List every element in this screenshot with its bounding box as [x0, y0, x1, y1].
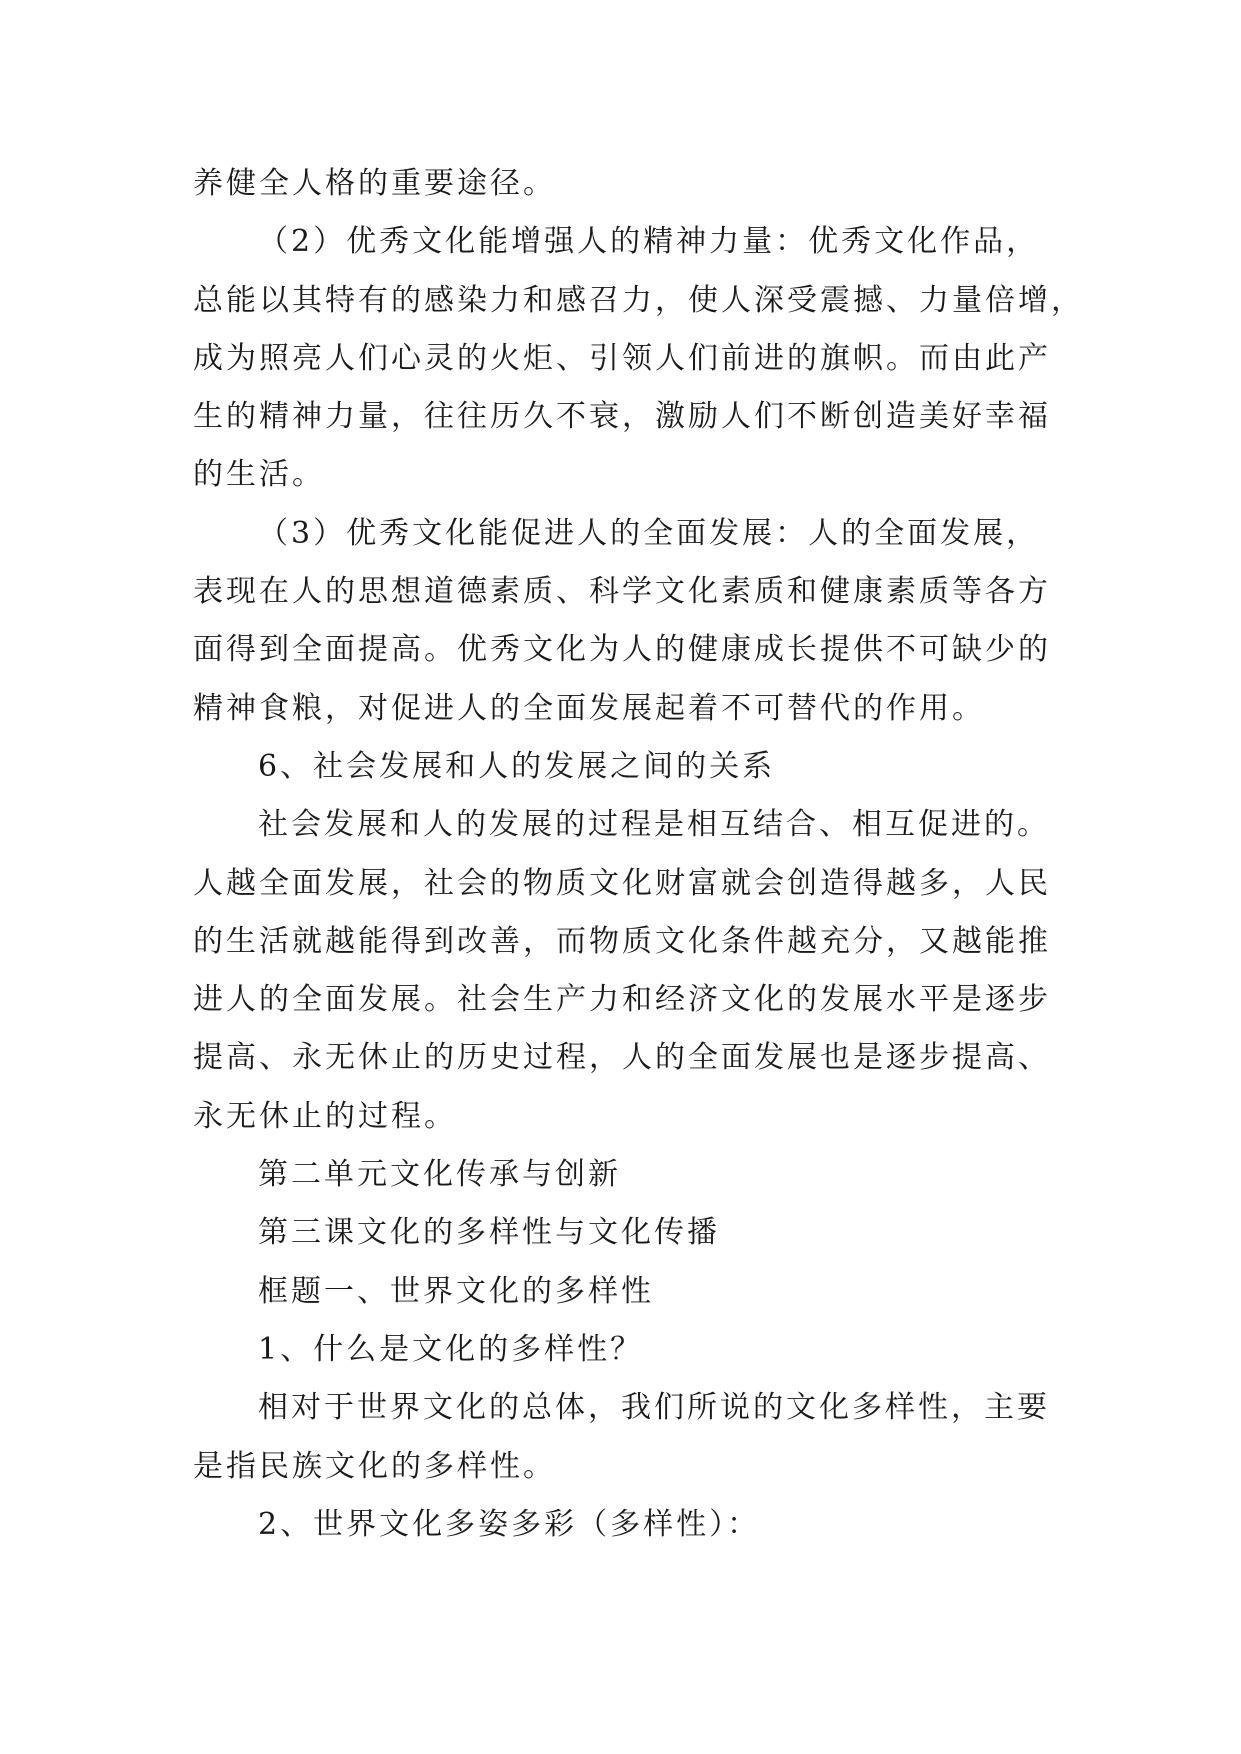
- text-line: 相对于世界文化的总体，我们所说的文化多样性，主要: [258, 1390, 1050, 1426]
- text-line: 提高、永无休止的历史过程，人的全面发展也是逐步提高、: [193, 1040, 1051, 1076]
- text-line: 面得到全面提高。优秀文化为人的健康成长提供不可缺少的: [193, 632, 1051, 668]
- question-heading: 2、世界文化多姿多彩（多样性）：: [258, 1506, 761, 1542]
- text-line: 养健全人格的重要途径。: [193, 166, 556, 201]
- text-line: 社会发展和人的发展的过程是相互结合、相互促进的。: [258, 807, 1050, 843]
- text-line: 进人的全面发展。社会生产力和经济文化的发展水平是逐步: [193, 982, 1051, 1018]
- unit-heading: 第二单元文化传承与创新: [258, 1157, 621, 1193]
- question-heading: 1、什么是文化的多样性？: [258, 1331, 644, 1367]
- text-line: 的生活。: [193, 457, 325, 493]
- text-line: 成为照亮人们心灵的火炬、引领人们前进的旗帜。而由此产: [193, 340, 1051, 376]
- text-line: 总能以其特有的感染力和感召力，使人深受震撼、力量倍增，: [193, 282, 1084, 318]
- text-line: （2）优秀文化能增强人的精神力量：优秀文化作品，: [258, 224, 1040, 260]
- text-line: （3）优秀文化能促进人的全面发展：人的全面发展，: [258, 515, 1040, 551]
- document-body: [193, 155, 1084, 1554]
- text-line: 的生活就越能得到改善，而物质文化条件越充分，又越能推: [193, 923, 1051, 959]
- text-line: 表现在人的思想道德素质、科学文化素质和健康素质等各方: [193, 574, 1051, 610]
- section-heading: 6、社会发展和人的发展之间的关系: [258, 748, 776, 784]
- text-line: 生的精神力量，往往历久不衰，激励人们不断创造美好幸福: [193, 399, 1051, 435]
- topic-heading: 框题一、世界文化的多样性: [258, 1273, 654, 1309]
- lesson-heading: 第三课文化的多样性与文化传播: [258, 1215, 720, 1251]
- text-line: 永无休止的过程。: [193, 1098, 457, 1134]
- text-line: 精神食粮，对促进人的全面发展起着不可替代的作用。: [193, 690, 985, 726]
- text-line: 人越全面发展，社会的物质文化财富就会创造得越多，人民: [193, 865, 1051, 901]
- text-line: 是指民族文化的多样性。: [193, 1448, 556, 1484]
